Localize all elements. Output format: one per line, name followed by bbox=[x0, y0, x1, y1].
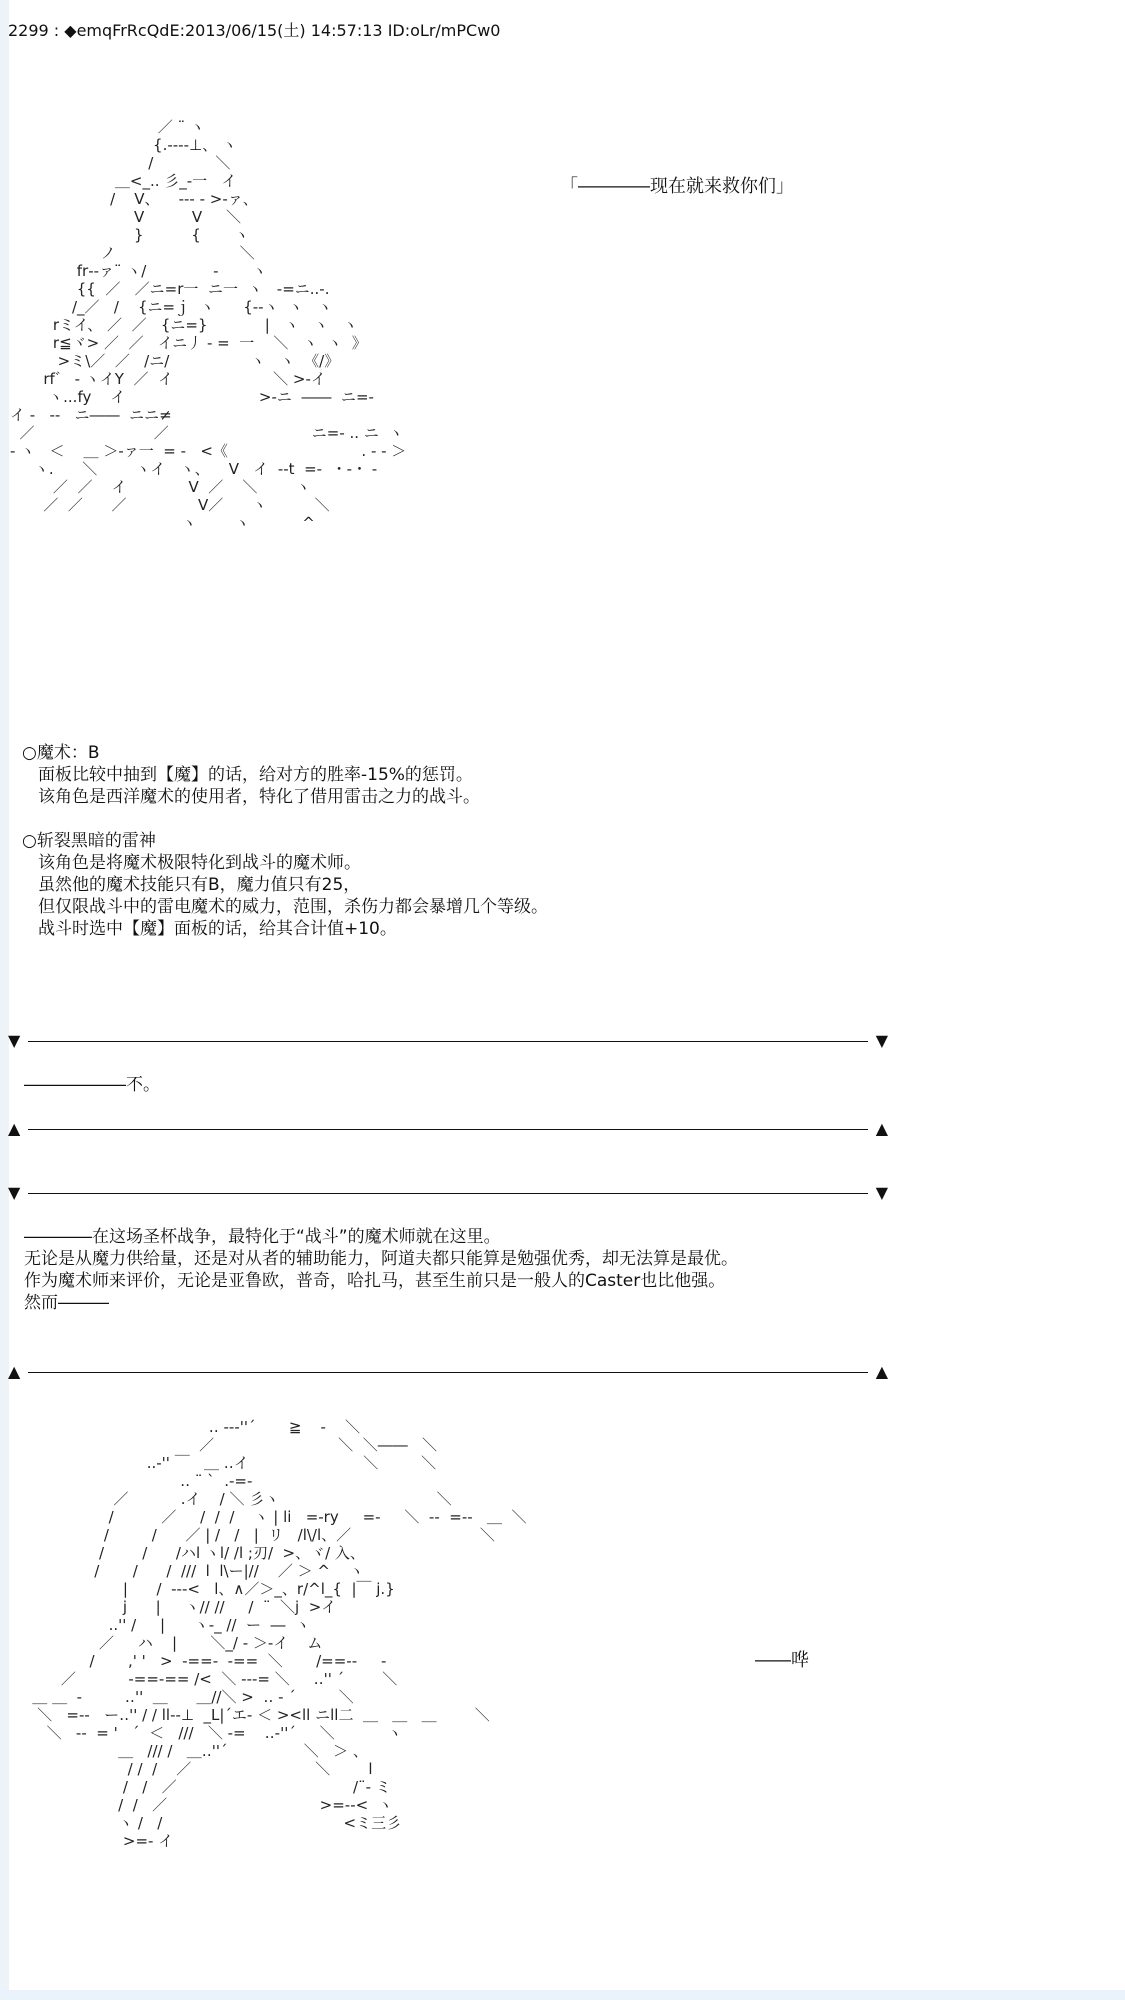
sound-effect-text: ――哗 bbox=[755, 1650, 809, 1671]
narration-no: ――――――不。 bbox=[24, 1075, 160, 1095]
triangle-down-icon: ▼ bbox=[875, 1183, 888, 1202]
triangle-up-icon: ▲ bbox=[875, 1362, 888, 1381]
narration-line: 然而――― bbox=[24, 1293, 109, 1313]
ascii-art-crouching-figure: ‥ --‐''´ ≧ - ＼ ／ ＼ ＼―― ＼ ..‐'' ￣ ＿ ‥イ ＼ ＼ ‥ ¨ ` .-=- ／ .イ / ＼ 彡ヽ ＼ / ／ / / / ヽ | li =-ry =- ＼ -- =-- ＿ ＼ / / ／ | / / | リ /l\/l、／ ＼ / / /ハl ヽl/ /l ;刃/ >、ヾ/ 入、 / / / /// l l\ー|// ／ ＞ ^ ヽ | / ‐-‐< l、∧／＞_、r/^l_{ |￣ j.} j | ヽ// // / ¨ ＼j >イ ..'' / | ヽ-_ // ー ― ヽ ／ ハ | ＼_/ ‐ ＞-イ ム / ,' ' > -==- -== ＼ /==-- - ／ -==-== /< ＼ ---= ＼ ‥'' ´ ＼ ＿ ＿ ‐ ‥'' ＿ ＿//＼ > ‥ - ´ ＼ ＼ =-- ー‥'' / / ll--⊥ _L|´エ‐ ＜ ><ll ニll二 ＿ ＿ ＿ ＼ ＼ -- = ' ´ ＜ /// ＼ -= ‥-''´ ＼ ヽ ＿ /// / ＿‥''´ ＼ ＞ 、 / / / ／ ＼ l / / ／ /¨‐ ミ / / ／ >=-‐< ヽ ヽ / / <ミ三彡 >=- イ bbox=[32, 1418, 527, 1850]
skill-magic-line: 面板比较中抽到【魔】的话，给对方的胜率-15%的惩罚。 bbox=[38, 765, 473, 785]
skill-thunder-block bbox=[22, 830, 548, 940]
next-post-band bbox=[0, 1990, 1125, 2000]
ascii-art-thunder-mage: ／ ¨ ヽ {.-‐-‐⊥、 ヽ / ＼ ＿<_.. 彡_‐一 イ / V、 ‐-‐ - >‐ァ、 V V ＼ } { ヽ ノ ＼ fr‐-ァ¨ ヽ/ - ヽ {{ ／ ／ニ=r一 ニ一 ヽ ‐=ニ..‐. /_／ / {ニ=ｊ ヽ {‐‐ヽ ヽ ヽ rミイ、 ／ ／ {ニ=} | ヽ ヽ ヽ r≦ヾ> ／ ／ イニ丿 - = 一 ＼ ヽ ヽ 》 >ミ\／ ／ /ニ/ ヽ ヽ 《/》 rf゛ ‐ ヽイY ／ イ ＼ >‐イ ヽ...fy イ >‐ニ ―― ニ=‐ イ - -- ニ―― ニニ≠ ／ ／ ニ=‐ .. ニ ヽ - ヽ ＜ ＿ ＞-ァ一 = - <《 . - - ＞ ヽ. ＼ ヽイ ヽ、 V イ --t =- ・-・ ‐ ／ ／ イ V ／ ＼ ヽ ／ ／ ／ V／ ヽ ＼ ヽ ヽ ^ bbox=[10, 118, 407, 532]
triangle-down-icon: ▼ bbox=[875, 1031, 888, 1050]
triangle-up-icon: ▲ bbox=[875, 1119, 888, 1138]
triangle-down-icon: ▼ bbox=[8, 1183, 21, 1202]
triangle-up-icon: ▲ bbox=[8, 1119, 21, 1138]
speech-bubble-text: 「――――现在就来救你们」 bbox=[560, 176, 794, 197]
divider-up bbox=[8, 1362, 888, 1382]
divider-up bbox=[8, 1119, 888, 1139]
post-header: 2299 : ◆emqFrRcQdE:2013/06/15(土) 14:57:13 ID:oLr/mPCw0 bbox=[8, 21, 501, 40]
skill-thunder-title: ○斩裂黑暗的雷神 bbox=[22, 831, 156, 851]
divider-line bbox=[28, 1041, 868, 1042]
divider-down bbox=[8, 1031, 888, 1051]
skill-thunder-line: 该角色是将魔术极限特化到战斗的魔术师。 bbox=[38, 853, 361, 873]
narration-line: ――――在这场圣杯战争，最特化于“战斗”的魔术师就在这里。 bbox=[24, 1227, 501, 1247]
divider-line bbox=[28, 1193, 868, 1194]
divider-line bbox=[28, 1129, 868, 1130]
skill-magic-title: ○魔术：B bbox=[22, 743, 100, 763]
divider-line bbox=[28, 1372, 868, 1373]
skill-thunder-line: 战斗时选中【魔】面板的话，给其合计值+10。 bbox=[38, 919, 397, 939]
left-page-border bbox=[0, 0, 9, 2000]
triangle-up-icon: ▲ bbox=[8, 1362, 21, 1381]
narration-line: 无论是从魔力供给量，还是对从者的辅助能力，阿道夫都只能算是勉强优秀，却无法算是最优。 bbox=[24, 1249, 738, 1269]
skill-magic-line: 该角色是西洋魔术的使用者，特化了借用雷击之力的战斗。 bbox=[38, 787, 480, 807]
skill-thunder-line: 但仅限战斗中的雷电魔术的威力，范围，杀伤力都会暴增几个等级。 bbox=[38, 897, 548, 917]
skill-magic-block bbox=[22, 742, 480, 808]
skill-thunder-line: 虽然他的魔术技能只有B，魔力值只有25， bbox=[38, 875, 361, 895]
narration-block bbox=[24, 1226, 738, 1314]
divider-down bbox=[8, 1183, 888, 1203]
triangle-down-icon: ▼ bbox=[8, 1031, 21, 1050]
narration-line: 作为魔术师来评价，无论是亚鲁欧，普奇，哈扎马，甚至生前只是一般人的Caster也比他强。 bbox=[24, 1271, 726, 1291]
